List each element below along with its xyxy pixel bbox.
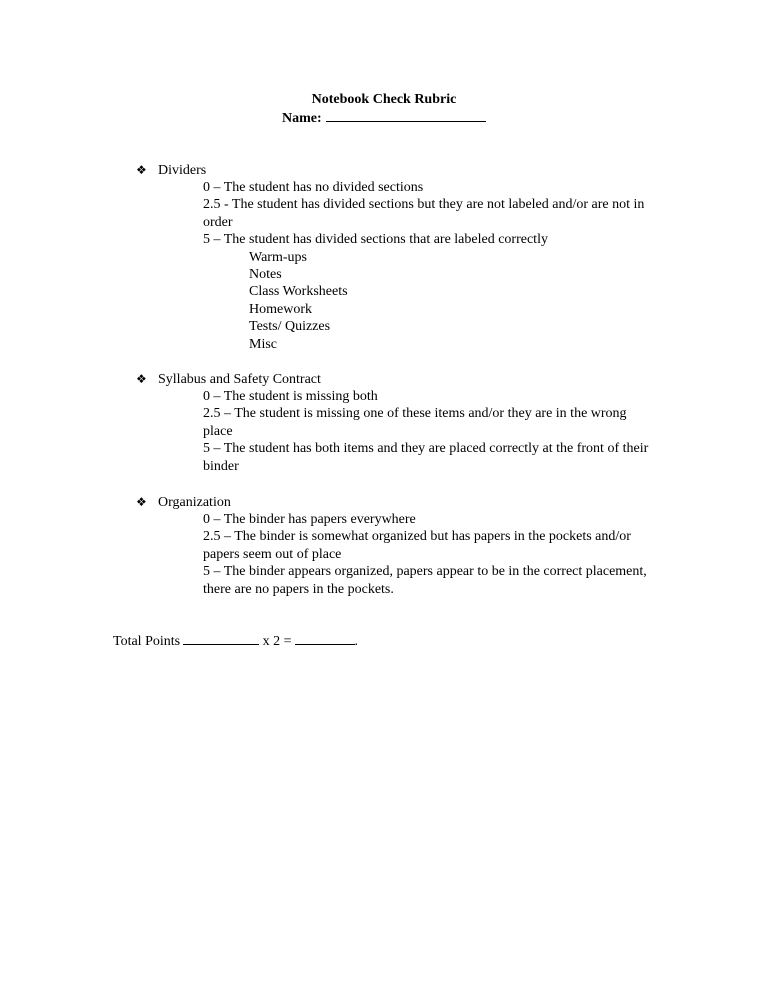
subitem: Homework <box>249 301 312 317</box>
criteria-list <box>203 179 653 353</box>
section-organization <box>136 494 653 598</box>
criterion: 0 – The student is missing both <box>203 389 378 404</box>
final-score-blank <box>295 632 355 645</box>
criterion: 2.5 – The student is missing one of these items and/or they are in the wrong place <box>203 406 627 439</box>
total-blank <box>183 632 259 645</box>
subitem: Warm-ups <box>249 249 307 265</box>
section-title: Syllabus and Safety Contract <box>158 372 321 387</box>
name-blank-line <box>326 108 486 122</box>
multiplier-text: x 2 = <box>262 634 292 649</box>
name-label: Name: <box>282 111 322 126</box>
criteria-list <box>203 388 653 475</box>
diamond-bullet-icon: ❖ <box>136 163 147 177</box>
section-title: Dividers <box>158 163 207 178</box>
criterion: 0 – The student has no divided sections <box>203 180 424 195</box>
subitem: Misc <box>249 336 277 352</box>
section-dividers <box>136 162 653 353</box>
subitem: Class Worksheets <box>249 284 348 300</box>
section-title: Organization <box>158 495 231 510</box>
subitem: Notes <box>249 267 282 283</box>
divider-subitems <box>249 249 653 353</box>
criteria-list <box>203 511 653 598</box>
criterion: 5 – The student has both items and they are placed correctly at the front of their binder <box>203 441 649 474</box>
page-title: Notebook Check Rubric <box>311 92 457 107</box>
name-field <box>282 108 486 128</box>
total-end: . <box>354 634 358 649</box>
criterion: 2.5 - The student has divided sections but they are not labeled and/or are not in order <box>203 197 645 230</box>
diamond-bullet-icon: ❖ <box>136 372 147 386</box>
section-syllabus <box>136 371 653 475</box>
subitem: Tests/ Quizzes <box>249 319 331 335</box>
criterion: 5 – The binder appears organized, papers appear to be in the correct placement, there are no papers in the pockets. <box>203 564 647 597</box>
diamond-bullet-icon: ❖ <box>136 495 147 509</box>
criterion: 5 – The student has divided sections that are labeled correctly <box>203 232 548 248</box>
criterion: 0 – The binder has papers everywhere <box>203 512 416 527</box>
total-label: Total Points <box>113 634 181 649</box>
total-points-line <box>113 632 358 651</box>
criterion: 2.5 – The binder is somewhat organized but has papers in the pockets and/or papers seem out of place <box>203 529 631 562</box>
